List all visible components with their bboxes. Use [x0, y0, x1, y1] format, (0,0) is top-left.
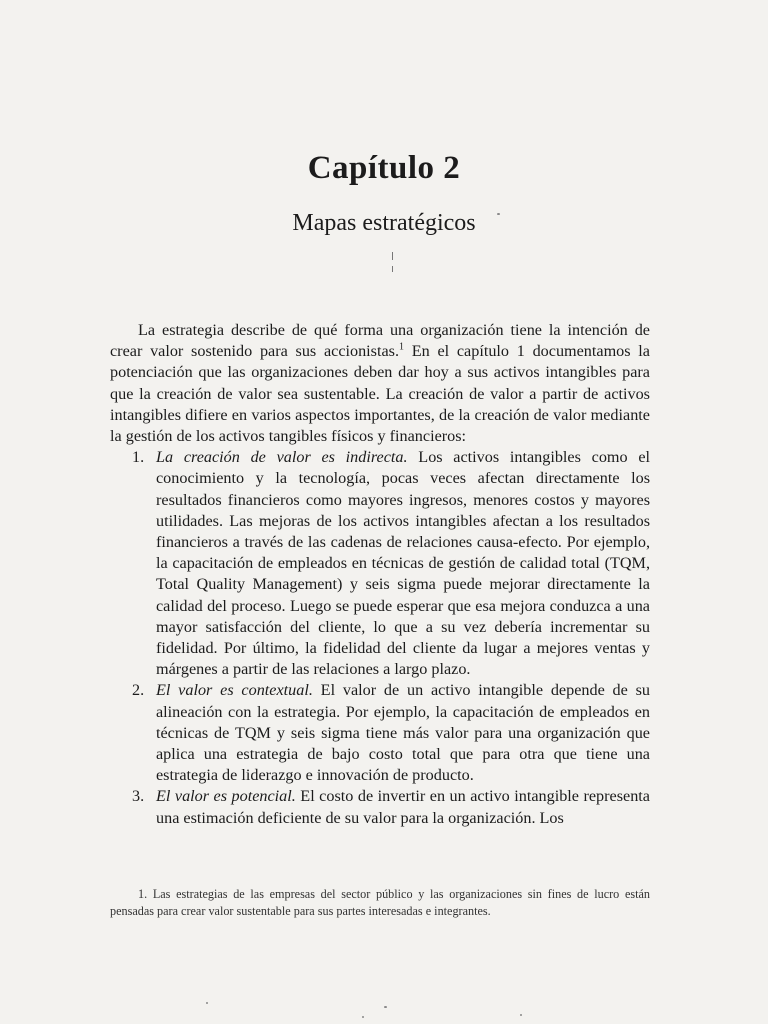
list-item-number: 3. [132, 787, 145, 806]
intro-paragraph [110, 320, 650, 447]
footnote-ref: 1 [399, 341, 405, 353]
list-item-text: El valor de un activo intangible depende de su alineación con la estrategia. Por ejemplo, la capacitación de empleados en técnicas de TQM y seis sigma tiene más valor para una organización que aplica una estrategia de bajo costo total que para otra que tiene una estrategia de liderazgo e innovación de producto. [156, 681, 651, 785]
intro-text-before-ref: La estrategia describe de qué forma una organización tiene la intención de crear valor sostenido para sus accionistas. [110, 321, 650, 361]
scan-speck [520, 1014, 522, 1016]
chapter-title: Capítulo 2 [307, 150, 461, 186]
list-item [110, 447, 650, 680]
scan-speck [206, 1002, 208, 1004]
scan-speck [384, 1006, 387, 1008]
points-list [110, 447, 650, 829]
footnote-text: 1. Las estrategias de las empresas del sector público y las organizaciones sin fines de lucro están pensadas para crear valor sustentable para sus partes interesadas e integrantes. [110, 887, 650, 918]
list-item-title: El valor es potencial. [156, 787, 296, 806]
list-item-text: El costo de invertir en un activo intangible representa una estimación deficiente de su valor para la organización. Los [156, 787, 650, 827]
list-item [110, 786, 650, 828]
scan-mark [392, 266, 393, 272]
scan-speck [362, 1016, 364, 1018]
list-item-number: 2. [132, 681, 145, 700]
list-item-text: Los activos intangibles como el conocimiento y la tecnología, pocas veces afectan directamente los resultados financieros como mayores ingresos, menores costos y mayores utilidades. Las mejoras de los activos intangibles afectan a los resultados financieros a través de las cadenas de relaciones causa-efecto. Por ejemplo, la capacitación de empleados en técnicas de gestión de calidad total (TQM, Total Quality Management) y seis sigma puede mejorar directamente la calidad del proceso. Luego se puede esperar que esa mejora conduzca a una mayor satisfacción del cliente, lo que a su vez debería incrementar su fidelidad. Por último, la fidelidad del cliente da lugar a mejores ventas y márgenes a partir de las relaciones a largo plazo. [156, 448, 651, 679]
body-text [110, 320, 650, 829]
list-item-title: La creación de valor es indirecta. [156, 448, 408, 467]
list-item-title: El valor es contextual. [156, 681, 313, 700]
intro-text-after-ref: En el capítulo 1 documentamos la potenciación que las organizaciones deben dar hoy a sus activos intangibles para que la creación de valor sea sustentable. La creación de valor a partir de activos intangibles difiere en varios aspectos importantes, de la creación de valor mediante la gestión de los activos tangibles físicos y financieros: [110, 342, 650, 446]
scan-speck [497, 213, 500, 215]
list-item [110, 680, 650, 786]
footnote [110, 886, 650, 920]
list-item-number: 1. [132, 448, 145, 467]
scan-mark [392, 252, 393, 260]
chapter-subtitle: Mapas estratégicos [292, 210, 476, 236]
